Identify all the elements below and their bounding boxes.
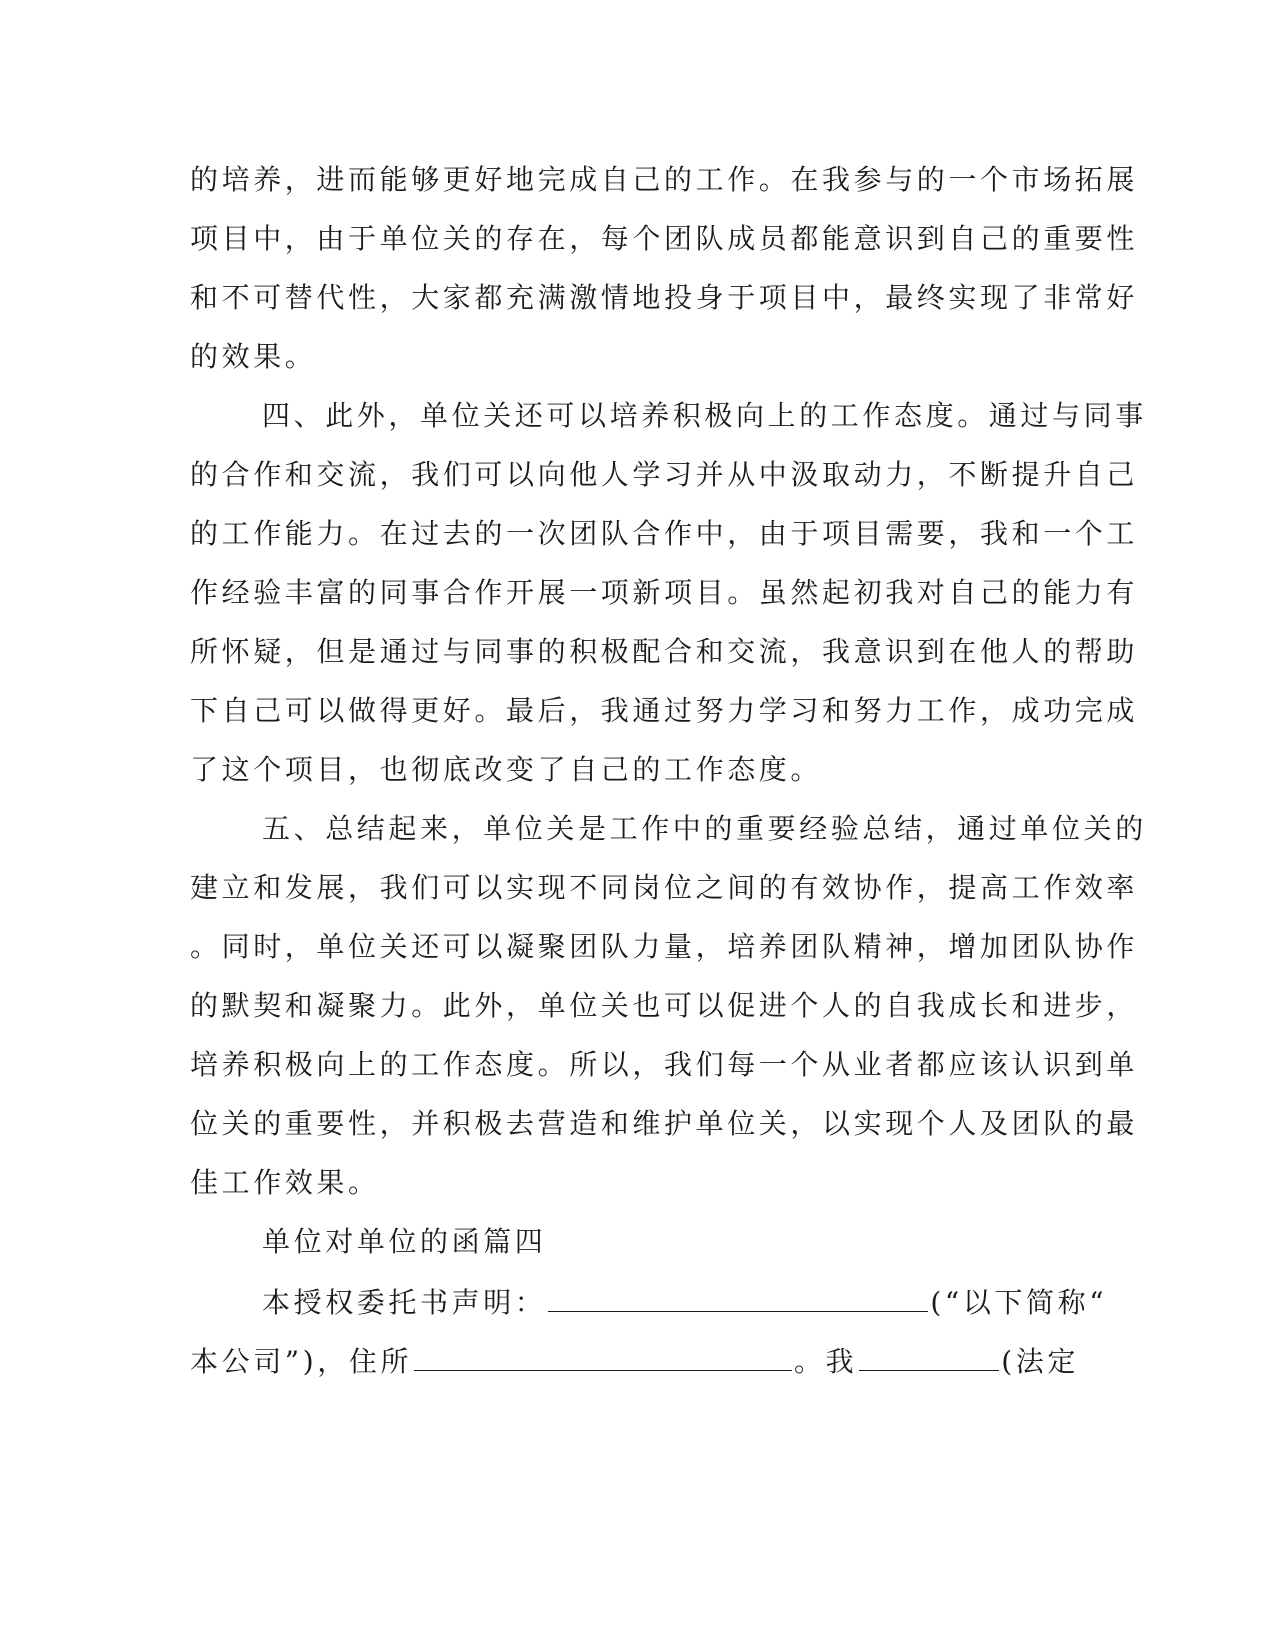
paragraph-line: 下自己可以做得更好。最后，我通过努力学习和努力工作，成功完成 <box>190 694 1139 727</box>
paragraph-line: 的合作和交流，我们可以向他人学习并从中汲取动力，不断提升自己 <box>190 458 1139 491</box>
paragraph-line: 四、此外，单位关还可以培养积极向上的工作态度。通过与同事 <box>262 399 1147 432</box>
paragraph-line: 的培养，进而能够更好地完成自己的工作。在我参与的一个市场拓展 <box>190 163 1139 196</box>
form-label: 。我 <box>794 1345 858 1378</box>
paragraph-line: 培养积极向上的工作态度。所以，我们每一个从业者都应该认识到单 <box>190 1048 1139 1081</box>
form-label: 本公司”)，住所 <box>190 1345 413 1378</box>
form-line-2 <box>190 1342 1079 1380</box>
paragraph-line: 的效果。 <box>190 340 317 373</box>
form-label: (“以下简称“ <box>930 1286 1108 1319</box>
section-heading: 单位对单位的函篇四 <box>262 1225 547 1258</box>
form-label: (法定 <box>1001 1345 1079 1378</box>
paragraph-line: 位关的重要性，并积极去营造和维护单位关，以实现个人及团队的最 <box>190 1107 1139 1140</box>
paragraph-line: 的默契和凝聚力。此外，单位关也可以促进个人的自我成长和进步， <box>190 989 1139 1022</box>
address-blank[interactable] <box>414 1342 792 1371</box>
paragraph-line: 了这个项目，也彻底改变了自己的工作态度。 <box>190 753 823 786</box>
paragraph-line: 项目中，由于单位关的存在，每个团队成员都能意识到自己的重要性 <box>190 222 1139 255</box>
form-line-1 <box>262 1283 1107 1321</box>
name-blank[interactable] <box>859 1342 999 1371</box>
paragraph-line: 五、总结起来，单位关是工作中的重要经验总结，通过单位关的 <box>262 812 1147 845</box>
paragraph-line: 和不可替代性，大家都充满激情地投身于项目中，最终实现了非常好 <box>190 281 1139 314</box>
company-name-blank[interactable] <box>548 1283 928 1312</box>
paragraph-line: 作经验丰富的同事合作开展一项新项目。虽然起初我对自己的能力有 <box>190 576 1139 609</box>
paragraph-line: 佳工作效果。 <box>190 1166 380 1199</box>
paragraph-line: 。同时，单位关还可以凝聚团队力量，培养团队精神，增加团队协作 <box>190 930 1139 963</box>
paragraph-line: 建立和发展，我们可以实现不同岗位之间的有效协作，提高工作效率 <box>190 871 1139 904</box>
form-label: 本授权委托书声明： <box>262 1286 547 1319</box>
paragraph-line: 所怀疑，但是通过与同事的积极配合和交流，我意识到在他人的帮助 <box>190 635 1139 668</box>
paragraph-line: 的工作能力。在过去的一次团队合作中，由于项目需要，我和一个工 <box>190 517 1139 550</box>
